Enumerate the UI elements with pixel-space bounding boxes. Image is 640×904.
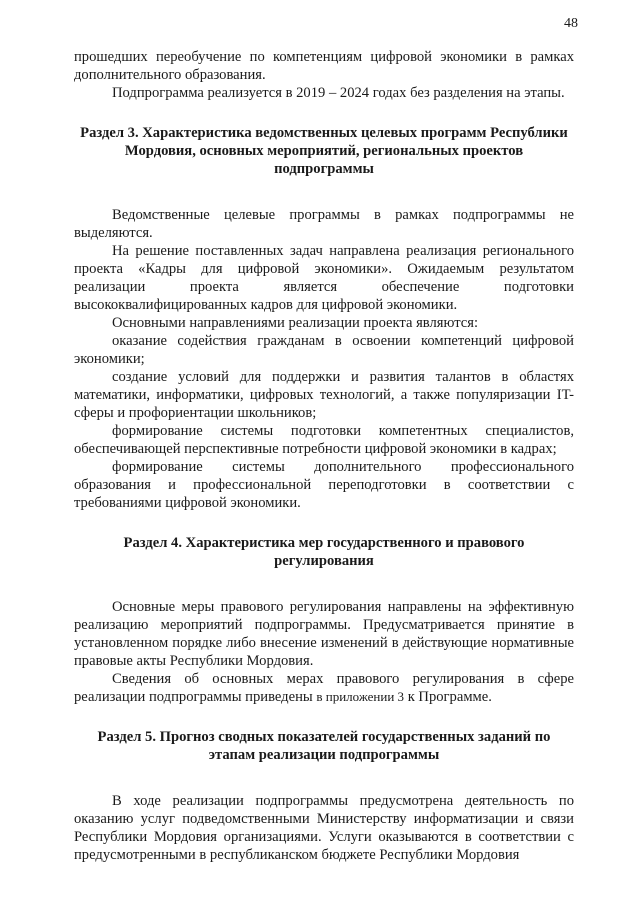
section-4-paragraph-2 — [74, 670, 574, 706]
section-3-paragraph: На решение поставленных задач направлена реализация регионального проекта «Кадры для цифровой экономики». Ожидаемым результатом реализации проекта является обеспечение подготовки высококвалифицированных кадров для цифровой экономики. — [74, 243, 574, 313]
intro-paragraph-2: Подпрограмма реализуется в 2019 – 2024 годах без разделения на этапы. — [112, 85, 565, 101]
section-3-paragraph: Основными направлениями реализации проекта являются: — [112, 315, 479, 331]
appendix-reference: в приложении 3 — [316, 689, 405, 704]
page-content — [74, 48, 574, 864]
section-4-heading: Раздел 4. Характеристика мер государственного и правового регулирования — [123, 535, 525, 569]
section-4-paragraph-2-main: Сведения об основных мерах правового регулирования в сфере реализации подпрограммы приведены — [74, 671, 574, 705]
section-3-list-item: создание условий для поддержки и развития талантов в областях математики, информатики, цифровых технологий, а также популяризации IT-сферы и профориентации школьников; — [74, 369, 574, 421]
section-5-paragraph: В ходе реализации подпрограммы предусмотрена деятельность по оказанию услуг подведомственными Министерству информатизации и связи Республики Мордовия организациями. Услуги оказываются в соответствии с предусмотренными в республиканском бюджете Республики Мордовия — [74, 793, 574, 863]
section-4-paragraph-2-tail: к Программе. — [407, 689, 492, 705]
page-number: 48 — [564, 16, 578, 31]
section-3-paragraph: Ведомственные целевые программы в рамках подпрограммы не выделяются. — [74, 207, 574, 241]
section-3-list-item: формирование системы дополнительного профессионального образования и профессиональной переподготовки в соответствии с требованиями цифровой экономики. — [74, 459, 574, 511]
section-4-paragraph: Основные меры правового регулирования направлены на эффективную реализацию мероприятий подпрограммы. Предусматривается принятие в установленном порядке либо внесение изменений в действующие нормативные правовые акты Республики Мордовия. — [74, 599, 574, 669]
section-3-list-item: оказание содействия гражданам в освоении компетенций цифровой экономики; — [74, 333, 574, 367]
intro-paragraph-1: прошедших переобучение по компетенциям цифровой экономики в рамках дополнительного образования. — [74, 49, 574, 83]
section-3-heading: Раздел 3. Характеристика ведомственных целевых программ Республики Мордовия, основных мероприятий, региональных проектов подпрограммы — [80, 125, 568, 177]
section-5-heading: Раздел 5. Прогноз сводных показателей государственных заданий по этапам реализации подпрограммы — [97, 729, 551, 763]
section-3-list-item: формирование системы подготовки компетентных специалистов, обеспечивающей перспективные потребности цифровой экономики в кадрах; — [74, 423, 574, 457]
